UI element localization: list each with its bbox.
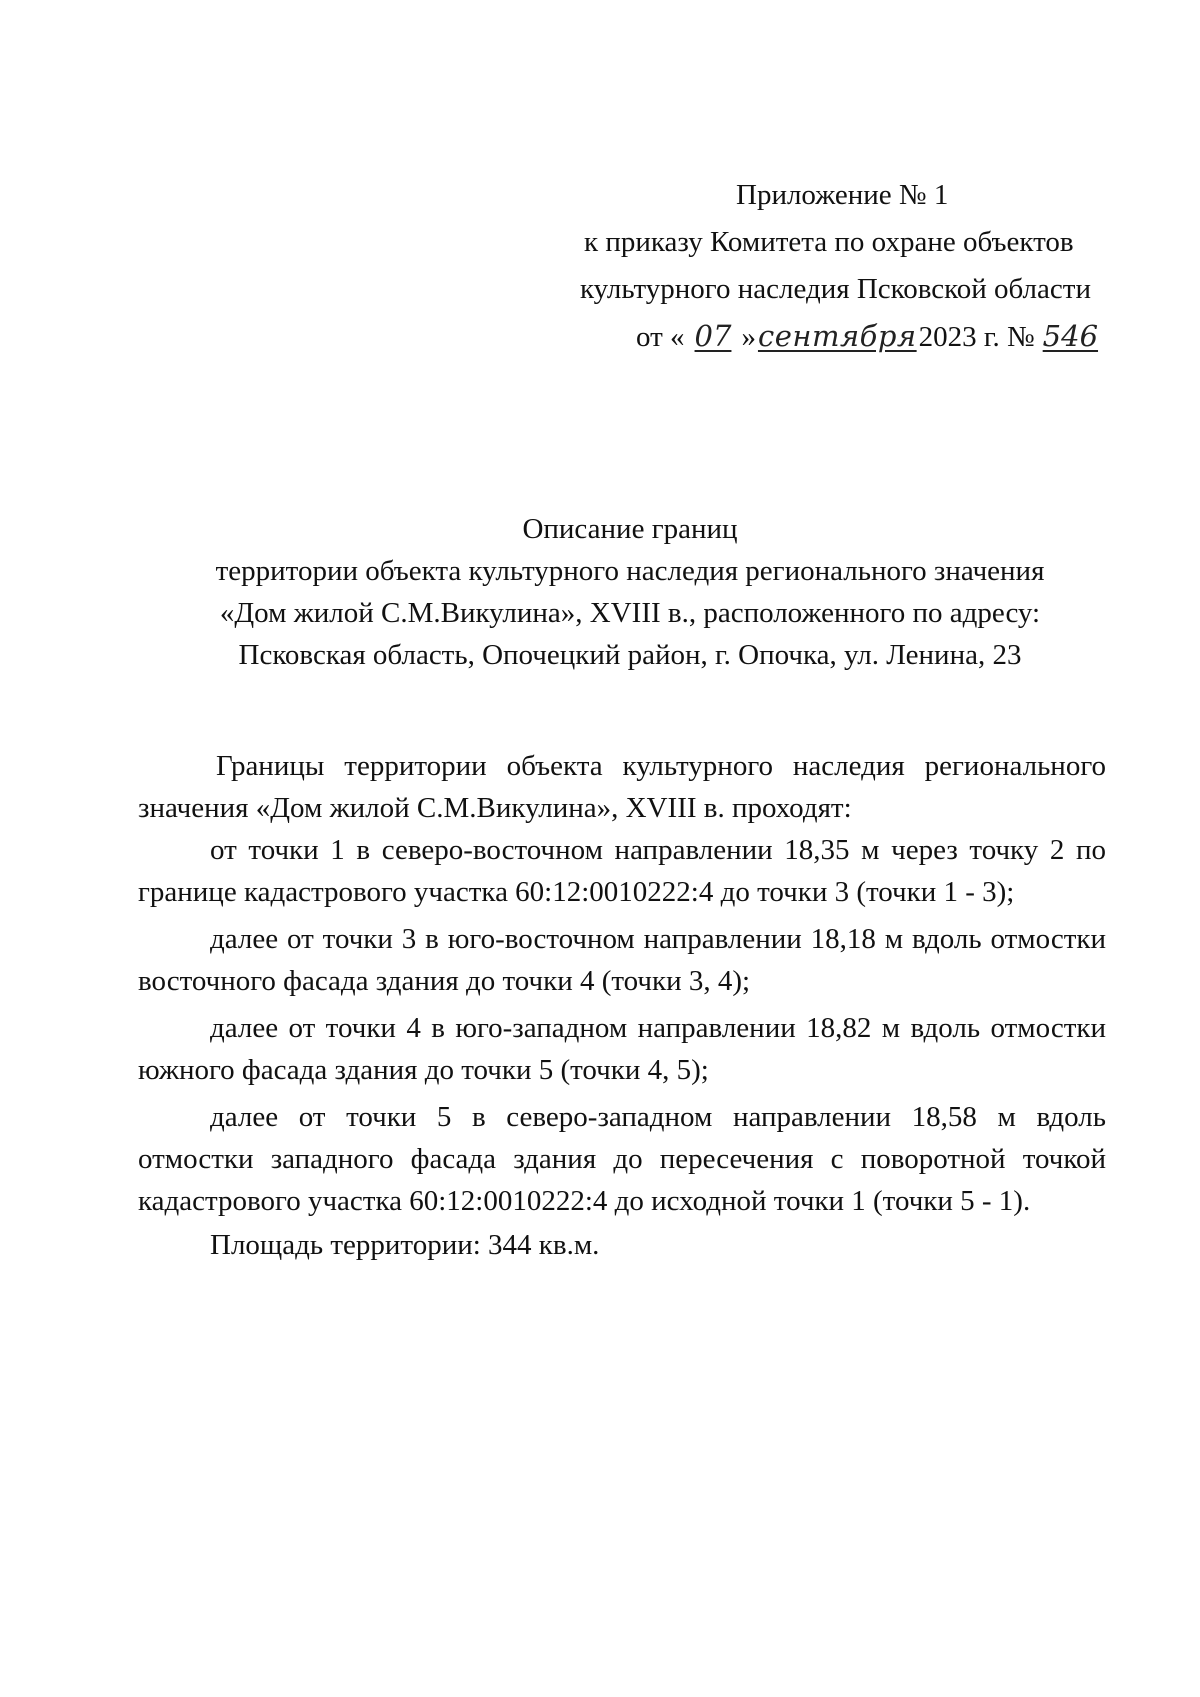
- annex-date-line: [540, 313, 1100, 361]
- title-line-object: «Дом жилой С.М.Викулина», XVIII в., расположенного по адресу:: [219, 597, 1041, 629]
- document-title: Описание границ: [522, 513, 738, 545]
- document-title-block: [150, 508, 1110, 676]
- document-body: [138, 745, 1106, 1266]
- annex-order-reference: к приказу Комитета по охране объектов: [584, 226, 1074, 258]
- body-intro-paragraph: Границы территории объекта культурного наследия регионального значения «Дом жилой С.М.Викулина», XVIII в. проходят:: [138, 750, 1106, 824]
- boundary-segment-2: далее от точки 3 в юго-восточном направлении 18,18 м вдоль отмостки восточного фасада здания до точки 4 (точки 3, 4);: [138, 923, 1106, 997]
- title-line-address: Псковская область, Опочецкий район, г. Опочка, ул. Ленина, 23: [238, 639, 1022, 671]
- date-suffix: 2023 г. №: [918, 321, 1035, 353]
- annex-committee-name: культурного наследия Псковской области: [580, 273, 1091, 305]
- handwritten-order-number: 546: [1042, 319, 1099, 353]
- annex-header: [540, 172, 1100, 361]
- boundary-segment-3: далее от точки 4 в юго-западном направлении 18,82 м вдоль отмостки южного фасада здания до точки 5 (точки 4, 5);: [138, 1012, 1106, 1086]
- handwritten-day: 07: [694, 319, 732, 353]
- annex-title: Приложение № 1: [736, 179, 949, 211]
- boundary-segment-4: далее от точки 5 в северо-западном направлении 18,58 м вдоль отмостки западного фасада здания до пересечения с поворотной точкой кадастрового участка 60:12:0010222:4 до исходной точки 1 (точки 5 - 1).: [138, 1101, 1106, 1217]
- title-line-territory: территории объекта культурного наследия регионального значения: [215, 555, 1045, 587]
- territory-area: Площадь территории: 344 кв.м.: [210, 1229, 600, 1261]
- date-mid: »: [741, 321, 756, 353]
- boundary-segment-1: от точки 1 в северо-восточном направлении 18,35 м через точку 2 по границе кадастрового участка 60:12:0010222:4 до точки 3 (точки 1 - 3);: [138, 834, 1106, 908]
- date-prefix: от «: [636, 321, 685, 353]
- handwritten-month: сентября: [757, 319, 917, 353]
